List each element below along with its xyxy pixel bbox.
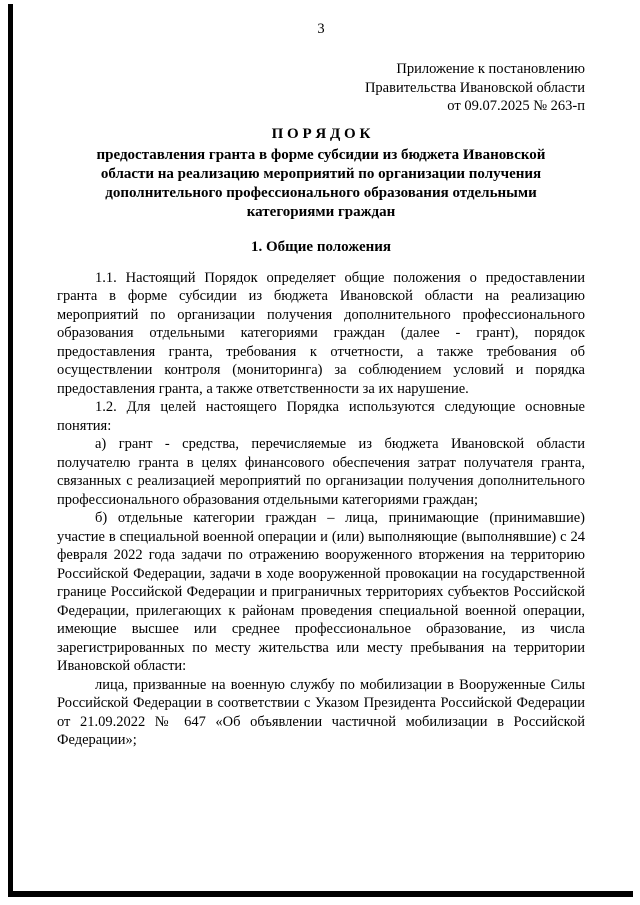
section-heading-general-provisions: 1. Общие положения — [250, 238, 392, 255]
page-number: 3 — [317, 21, 325, 37]
document-title: П О Р Я Д О К — [271, 125, 371, 142]
paragraph-1-2: 1.2. Для целей настоящего Порядка используются следующие основные понятия: — [57, 399, 585, 434]
appendix-header-line-3: от 09.07.2025 № 263-п — [447, 98, 585, 114]
paragraph-item-b-citizen-categories: б) отдельные категории граждан – лица, принимающие (принимавшие) участие в специальной военной операции и (или) выполняющие (выполнявшие) с 24 февраля 2022 года задачи по отражению вооруженного вторжения на территорию Российской Федерации, задачи в ходе вооруженной провокации на государственной границе Российской Федерации и приграничных территориях субъектов Российской Федерации, прилегающих к районам проведения специальной военной операции, имеющие высшее или среднее профессиональное образование, из числа зарегистрированных по месту жительства или месту пребывания на территории Ивановской области: — [57, 510, 585, 674]
appendix-header — [57, 60, 585, 116]
paragraph-mobilized-persons: лица, призванные на военную службу по мобилизации в Вооруженные Силы Российской Федерации в соответствии с Указом Президента Российской Федерации от 21.09.2022 № 647 «Об объявлении частичной мобилизации в Российской Федерации»; — [57, 676, 585, 748]
appendix-header-line-2: Правительства Ивановской области — [364, 79, 585, 96]
paragraph-1-1: 1.1. Настоящий Порядок определяет общие положения о предоставлении гранта в форме субсидии из бюджета Ивановской области на реализацию мероприятий по организации получения дополнительного профессионального образования отдельными категориями граждан (далее - грант), порядок предоставления гранта, требования к отчетности, а также требования об осуществлении контроля (мониторинга) за соблюдением условий и порядка предоставления гранта, а также ответственности за их нарушение. — [57, 269, 585, 397]
scan-border-bottom — [8, 891, 633, 897]
scan-border-left — [8, 4, 13, 894]
appendix-header-line-1: Приложение к постановлению — [396, 61, 585, 77]
document-subtitle: предоставления гранта в форме субсидии из бюджета Ивановской области на реализацию мероприятий по организации получения дополнительного профессионального образования отдельными категориями граждан — [96, 146, 546, 220]
paragraph-item-a-grant-definition: а) грант - средства, перечисляемые из бюджета Ивановской области получателю гранта в целях финансового обеспечения затрат получателя гранта, связанных с реализацией мероприятий по организации получения дополнительного профессионального образования отдельными категориями граждан; — [57, 436, 585, 508]
page-content — [57, 20, 585, 750]
